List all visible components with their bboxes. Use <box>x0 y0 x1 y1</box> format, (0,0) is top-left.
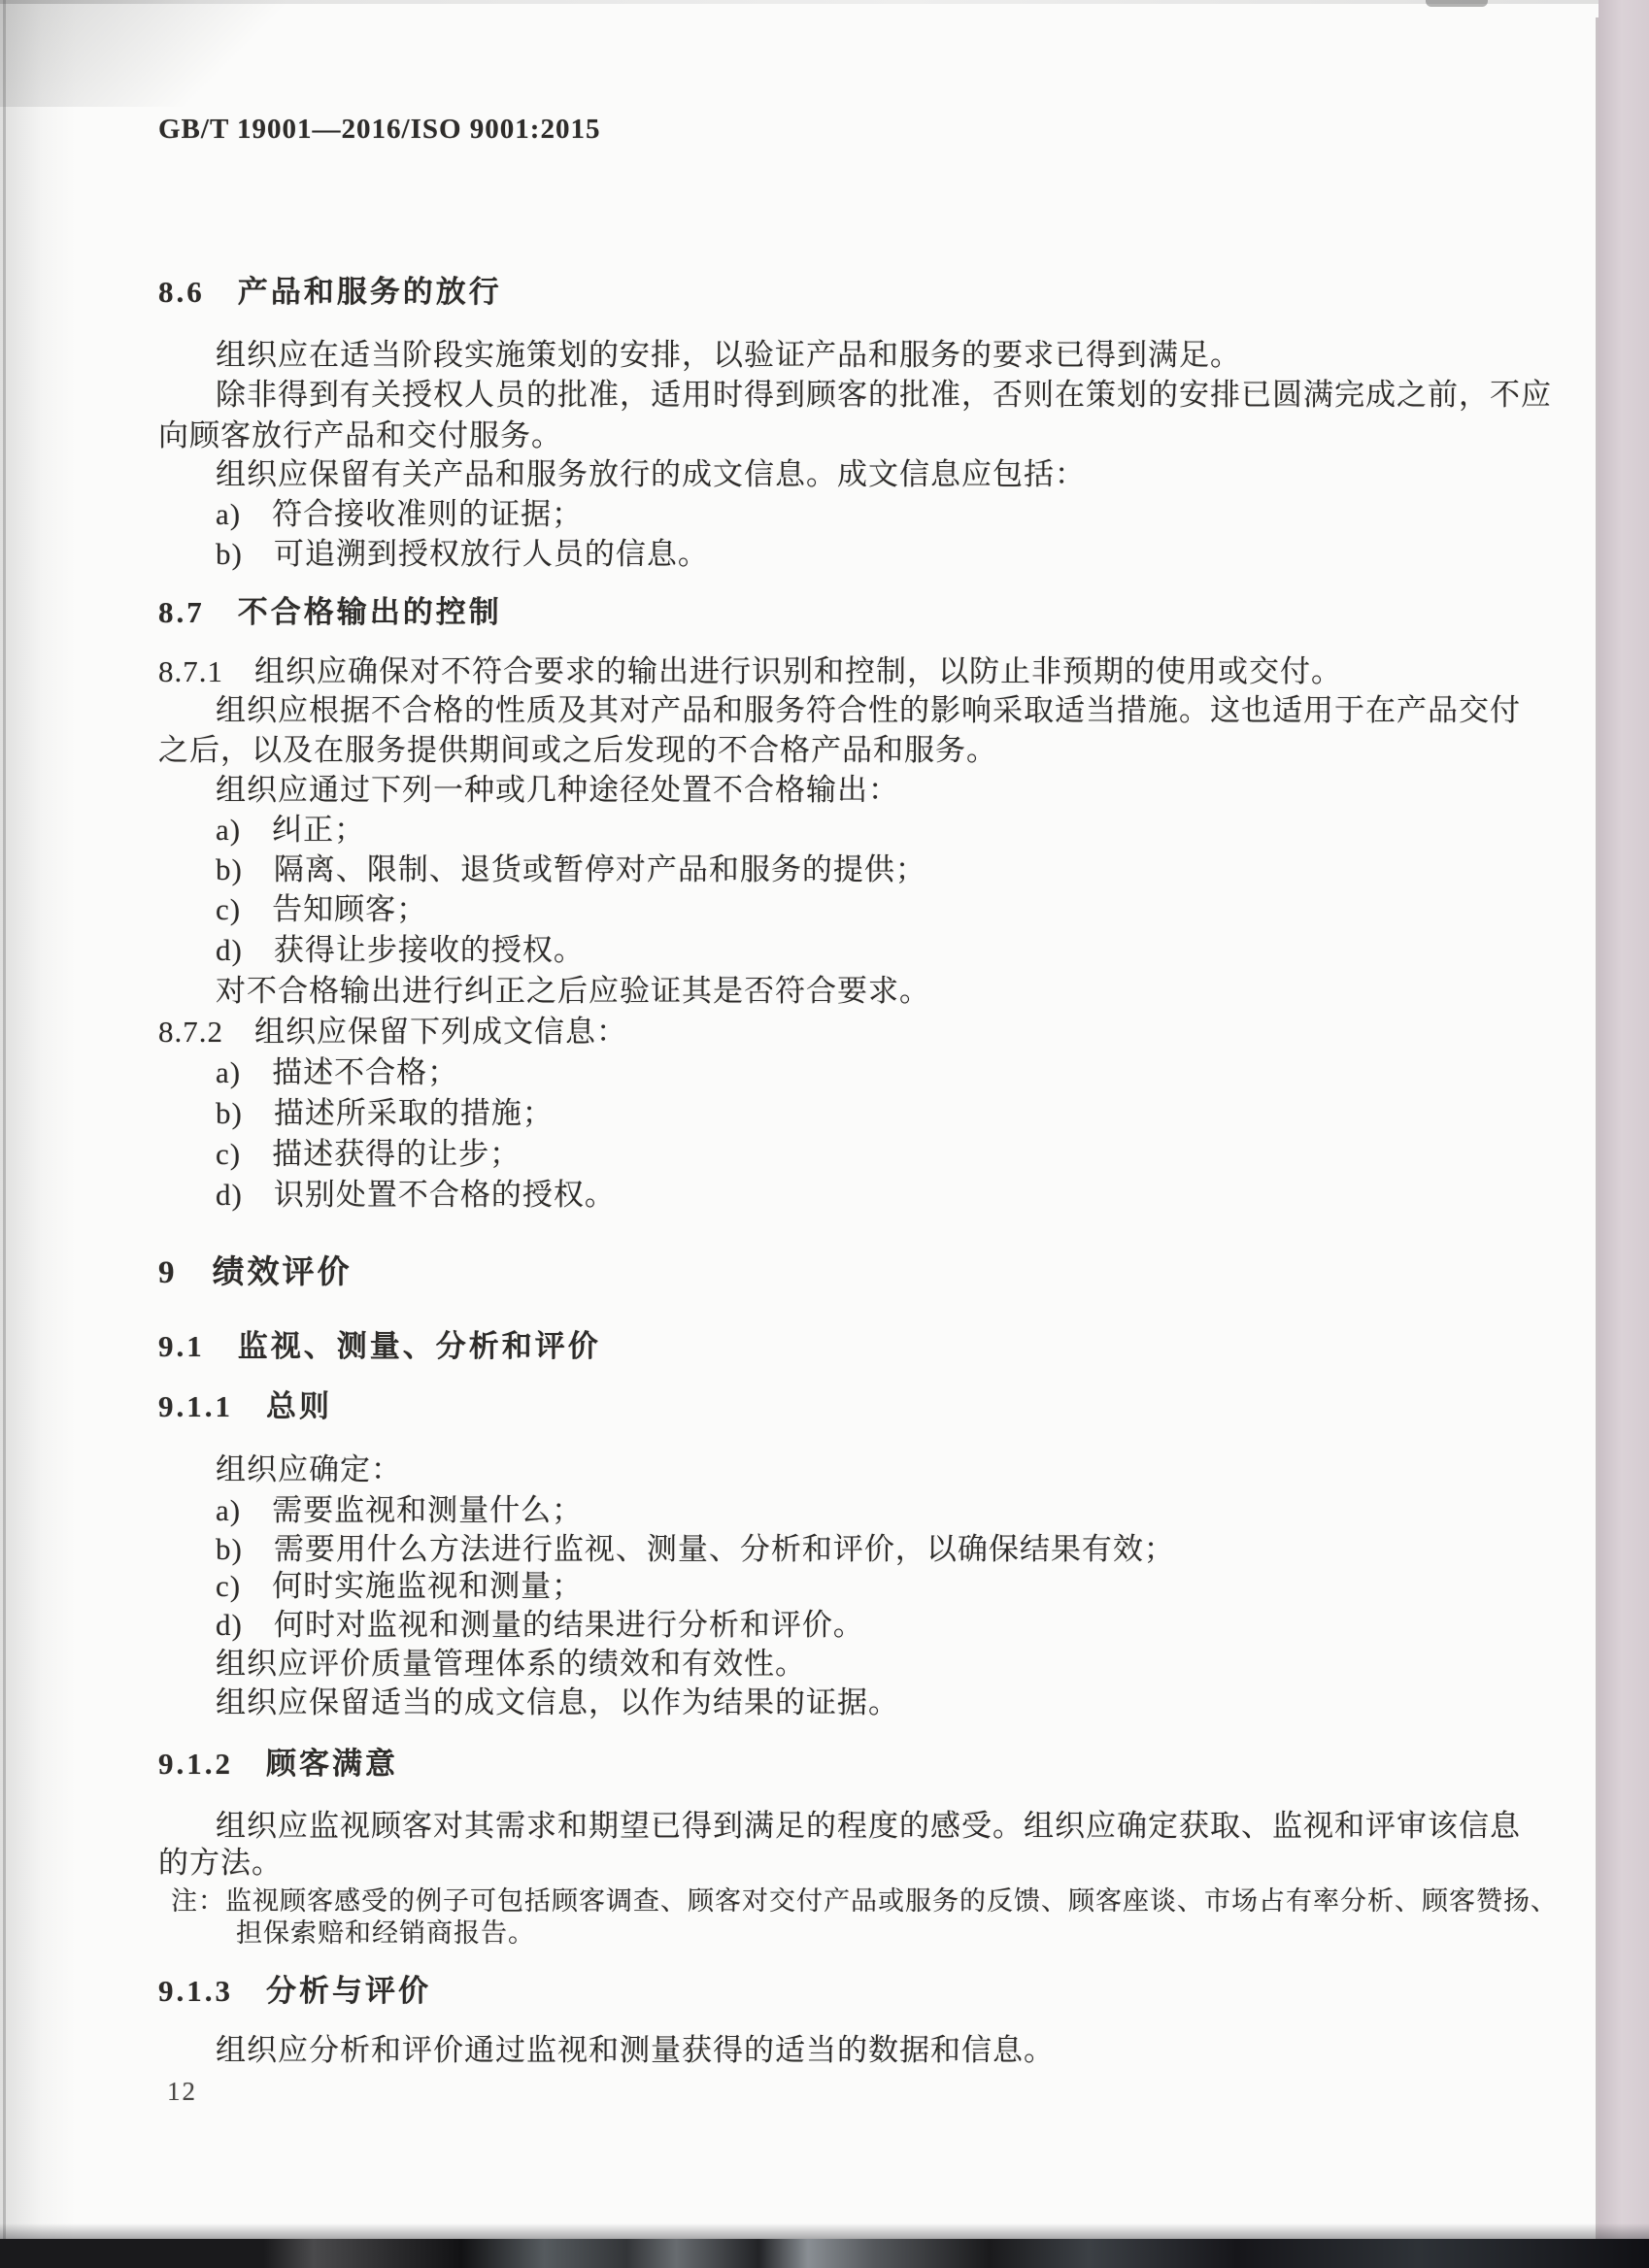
scan-artifact-left-line <box>3 0 6 2268</box>
list-item-b: b) 描述所采取的措施； <box>216 1096 554 1130</box>
clause-heading-9-1-1: 9.1.1 总则 <box>158 1389 332 1423</box>
page-number: 12 <box>167 2077 197 2106</box>
list-item-a: a) 描述不合格； <box>216 1055 459 1089</box>
clause-8-7-1: 8.7.1 组织应确保对不符合要求的输出进行识别和控制，以防止非预期的使用或交付。 <box>158 654 1342 688</box>
paragraph: 组织应监视顾客对其需求和期望已得到满足的程度的感受。组织应确定获取、监视和评审该信息 <box>216 1809 1521 1843</box>
paragraph: 组织应分析和评价通过监视和测量获得的适当的数据和信息。 <box>216 2033 1055 2067</box>
document-code-header: GB/T 19001—2016/ISO 9001:2015 <box>158 114 601 145</box>
section-heading-8-6: 8.6 产品和服务的放行 <box>158 275 502 309</box>
paragraph: 对不合格输出进行纠正之后应验证其是否符合要求。 <box>216 974 930 1008</box>
paragraph: 向顾客放行产品和交付服务。 <box>158 418 562 452</box>
section-heading-8-7: 8.7 不合格输出的控制 <box>158 595 502 629</box>
list-item-a: a) 符合接收准则的证据； <box>216 497 584 531</box>
chapter-heading-9: 9 绩效评价 <box>158 1255 353 1290</box>
paragraph: 的方法。 <box>158 1846 283 1880</box>
paragraph: 组织应根据不合格的性质及其对产品和服务符合性的影响采取适当措施。这也适用于在产品交付 <box>216 693 1521 727</box>
section-heading-9-1: 9.1 监视、测量、分析和评价 <box>158 1329 601 1363</box>
list-item-b: b) 需要用什么方法进行监视、测量、分析和评价，以确保结果有效； <box>216 1532 1175 1566</box>
list-item-b: b) 隔离、限制、退货或暂停对产品和服务的提供； <box>216 852 926 886</box>
paragraph: 组织应通过下列一种或几种途径处置不合格输出： <box>216 773 899 807</box>
scan-artifact-bottom-bar <box>0 2239 1649 2268</box>
list-item-a: a) 纠正； <box>216 813 366 847</box>
note-line-1: 注：监视顾客感受的例子可包括顾客调查、顾客对交付产品或服务的反馈、顾客座谈、市场占有率分析、顾客赞扬、 <box>171 1886 1558 1916</box>
paragraph: 组织应评价质量管理体系的绩效和有效性。 <box>216 1647 806 1681</box>
paragraph: 组织应在适当阶段实施策划的安排，以验证产品和服务的要求已得到满足。 <box>216 338 1241 372</box>
scan-artifact-top-right-mark <box>1426 0 1488 7</box>
paragraph: 组织应保留适当的成文信息，以作为结果的证据。 <box>216 1685 899 1719</box>
list-item-d: d) 获得让步接收的授权。 <box>216 933 585 967</box>
paragraph: 组织应保留有关产品和服务放行的成文信息。成文信息应包括： <box>216 457 1086 491</box>
scan-artifact-bottom-shadow <box>0 2223 1649 2239</box>
clause-8-7-2: 8.7.2 组织应保留下列成文信息： <box>158 1015 627 1049</box>
paragraph: 组织应确定： <box>216 1452 402 1486</box>
paragraph: 除非得到有关授权人员的批准，适用时得到顾客的批准，否则在策划的安排已圆满完成之前，不应 <box>216 378 1552 412</box>
list-item-d: d) 何时对监视和测量的结果进行分析和评价。 <box>216 1608 864 1642</box>
list-item-a: a) 需要监视和测量什么； <box>216 1493 584 1527</box>
list-item-d: d) 识别处置不合格的授权。 <box>216 1178 616 1212</box>
paragraph: 之后，以及在服务提供期间或之后发现的不合格产品和服务。 <box>158 733 997 767</box>
list-item-c: c) 何时实施监视和测量； <box>216 1569 584 1603</box>
clause-heading-9-1-3: 9.1.3 分析与评价 <box>158 1974 431 2008</box>
list-item-b: b) 可追溯到授权放行人员的信息。 <box>216 537 709 571</box>
list-item-c: c) 描述获得的让步； <box>216 1137 522 1171</box>
scan-artifact-left-shadow <box>0 0 76 2268</box>
list-item-c: c) 告知顾客； <box>216 892 428 926</box>
note-line-2: 担保索赔和经销商报告。 <box>236 1918 535 1948</box>
clause-heading-9-1-2: 9.1.2 顾客满意 <box>158 1747 398 1781</box>
scan-artifact-right-band <box>1599 0 1649 2268</box>
